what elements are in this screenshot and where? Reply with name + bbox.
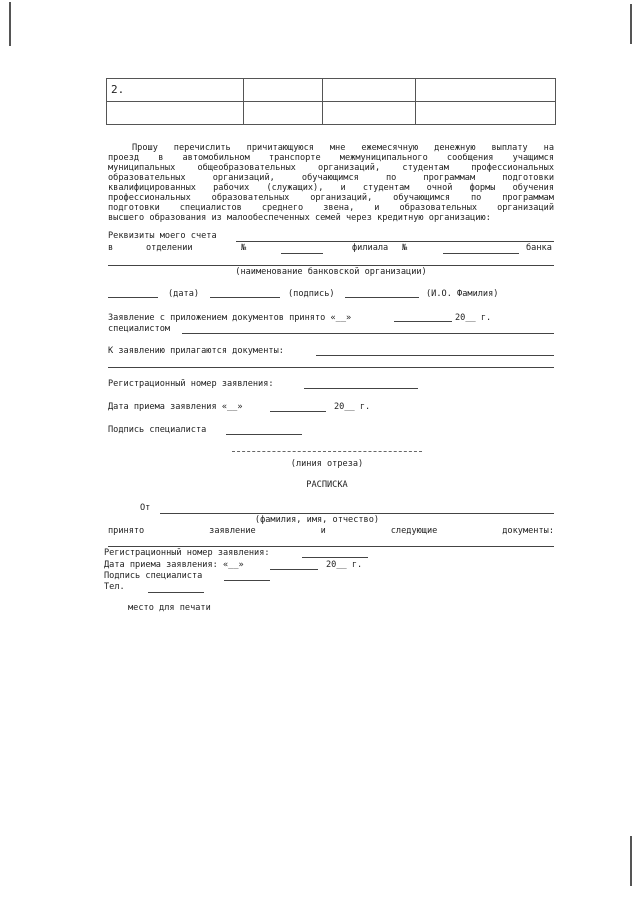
branch-label: отделении (146, 243, 193, 253)
receive-date-month-field[interactable] (270, 411, 326, 412)
fio-caption: (фамилия, имя, отчество) (254, 515, 380, 525)
receipt-date-label: Дата приема заявления: «__» (104, 560, 244, 570)
receipt-documents-field[interactable] (108, 546, 554, 547)
specialist-signature-field[interactable] (226, 434, 302, 435)
bank-name-field[interactable] (108, 265, 554, 266)
table-cell (107, 79, 244, 102)
table-cell (107, 102, 244, 125)
table-cell (416, 79, 556, 102)
accepted-year: 20__ г. (455, 313, 492, 323)
specialist-label: специалистом (108, 324, 171, 334)
stamp-place-label: место для печати (128, 603, 211, 613)
paragraph-line: подготовки специалистов среднего звена, и образовательных организаций (108, 203, 554, 213)
receipt-reg-number-label: Регистрационный номер заявления: (104, 548, 270, 558)
receipt-date-year: 20__ г. (326, 560, 363, 570)
paragraph-line: квалифицированных рабочих (служащих), и студентам очной формы обучения (108, 183, 554, 193)
table-row (107, 102, 556, 125)
paragraph-line: профессиональных образовательных организаций, обучающимся по программам (108, 193, 554, 203)
request-paragraph (108, 143, 554, 223)
branch-number-field[interactable] (281, 253, 323, 254)
table-row (107, 79, 556, 102)
data-table (106, 78, 556, 125)
filial-number-field[interactable] (443, 253, 519, 254)
receipt-word: заявление (209, 526, 256, 536)
attached-field-2[interactable] (108, 367, 554, 368)
table-cell (323, 102, 416, 125)
receipt-word: принято (108, 526, 145, 536)
registration-field[interactable] (304, 388, 418, 389)
cut-line-caption: (линия отреза) (290, 459, 364, 469)
receipt-from-label: От (140, 503, 151, 513)
bank-name-caption: (наименование банковской организации) (235, 267, 427, 277)
name-field[interactable] (345, 297, 419, 298)
receipt-word: и (320, 526, 326, 536)
receipt-reg-number-field[interactable] (302, 557, 368, 558)
scan-edge-mark (630, 836, 632, 886)
receipt-date-month-field[interactable] (270, 569, 318, 570)
date-field[interactable] (108, 297, 158, 298)
paragraph-line: муниципальных общеобразовательных организаций, студентам профессиональных (108, 163, 554, 173)
receipt-word: документы: (502, 526, 554, 536)
branch-number-sign: № (241, 243, 247, 253)
requisites-label: Реквизиты моего счета (108, 231, 217, 241)
paragraph-line: образовательных организаций, обучающимся по программам подготовки (108, 173, 554, 183)
registration-label: Регистрационный номер заявления: (108, 379, 274, 389)
filial-label: филиала (352, 243, 389, 253)
attached-label: К заявлению прилагаются документы: (108, 346, 284, 356)
specialist-field[interactable] (182, 333, 554, 334)
filial-number-sign: № (402, 243, 408, 253)
table-cell (416, 102, 556, 125)
paragraph-line: проезд в автомобильном транспорте межмуниципального сообщения учащимся (108, 153, 554, 163)
table-cell (244, 79, 323, 102)
receipt-specialist-field[interactable] (224, 580, 270, 581)
requisites-field[interactable] (236, 241, 554, 242)
receive-date-year: 20__ г. (334, 402, 371, 412)
accepted-label: Заявление с приложением документов принято «__» (108, 313, 352, 323)
name-caption: (И.О. Фамилия) (426, 289, 499, 299)
row-number: 2. (111, 83, 125, 96)
specialist-signature-label: Подпись специалиста (108, 425, 207, 435)
cut-line (232, 451, 422, 452)
receipt-word: следующие (390, 526, 438, 536)
receipt-from-field[interactable] (160, 513, 554, 514)
receive-date-label: Дата приема заявления «__» (108, 402, 243, 412)
table-cell (244, 102, 323, 125)
accepted-month-field[interactable] (394, 321, 452, 322)
date-caption: (дата) (168, 289, 200, 299)
receipt-phone-label: Тел. (104, 582, 125, 592)
scan-edge-mark (9, 2, 11, 46)
signature-caption: (подпись) (288, 289, 335, 299)
signature-field[interactable] (210, 297, 280, 298)
bank-label: банка (526, 243, 552, 253)
attached-field[interactable] (316, 355, 554, 356)
receipt-accepted-line (108, 526, 554, 536)
paragraph-line: Прошу перечислить причитающуюся мне ежемесячную денежную выплату на (132, 143, 554, 153)
receipt-phone-field[interactable] (148, 592, 204, 593)
in-label: в (108, 243, 114, 253)
scan-edge-mark (630, 4, 632, 44)
paragraph-line: высшего образования из малообеспеченных семей через кредитную организацию: (108, 213, 491, 223)
receipt-title: РАСПИСКА (306, 480, 348, 490)
table-cell (323, 79, 416, 102)
receipt-specialist-label: Подпись специалиста (104, 571, 203, 581)
